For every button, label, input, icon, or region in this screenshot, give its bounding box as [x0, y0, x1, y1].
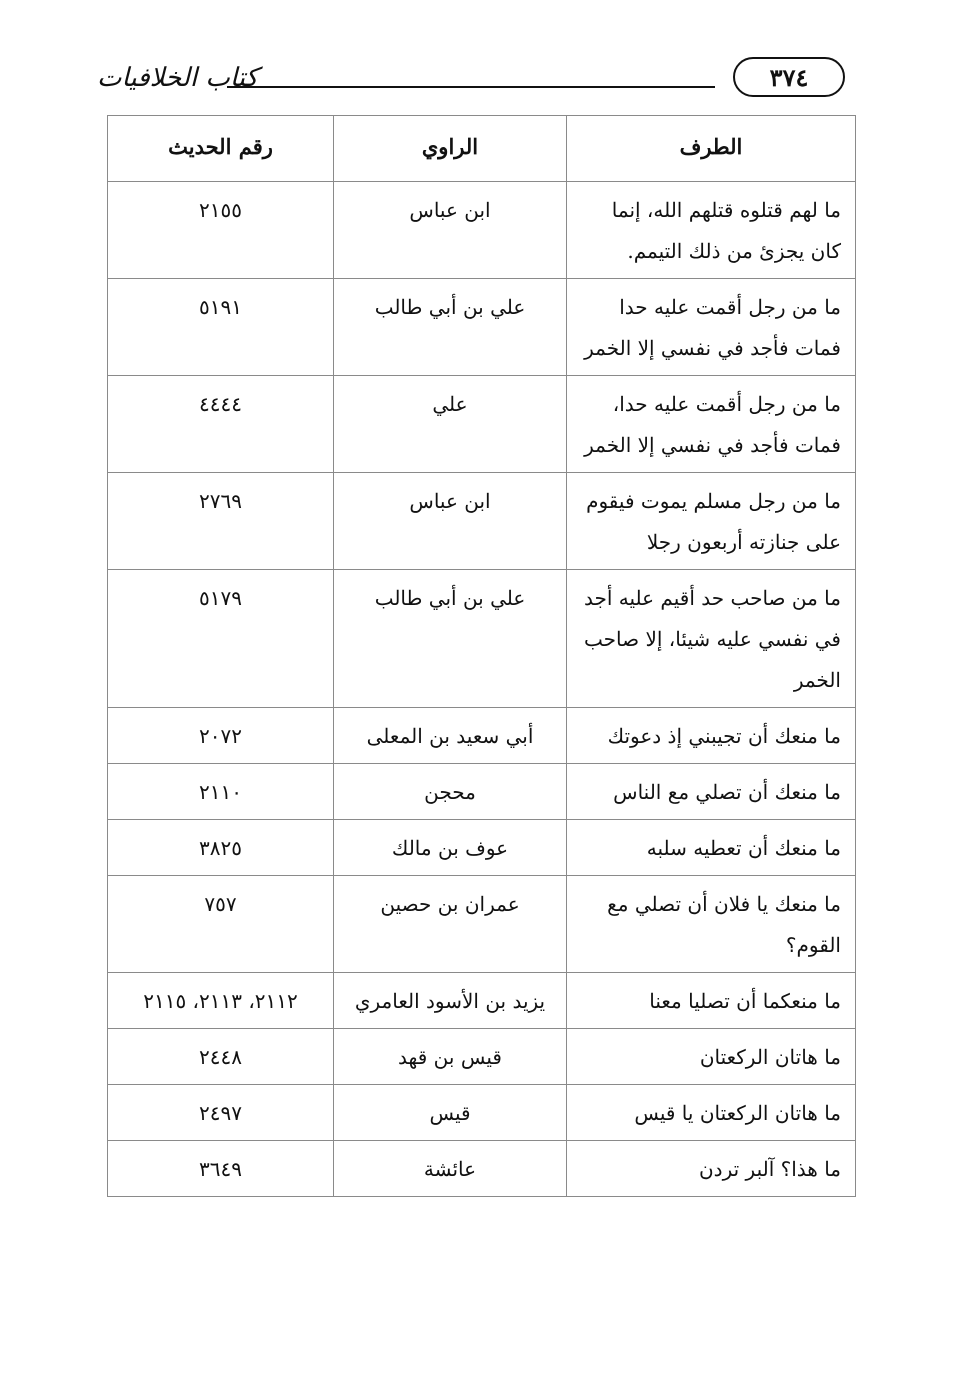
table-row [108, 973, 856, 1029]
cell-taraf: ما هاتان الركعتان يا قيس [567, 1085, 856, 1141]
cell-rawi: ابن عباس [334, 182, 567, 279]
cell-hadith-number: ٤٤٤٤ [108, 376, 334, 473]
cell-hadith-number: ٢١١٢، ٢١١٣، ٢١١٥ [108, 973, 334, 1029]
table-row [108, 1085, 856, 1141]
cell-taraf: ما من رجل مسلم يموت فيقوم على جنازته أربعون رجلا [567, 473, 856, 570]
cell-taraf: ما منعك يا فلان أن تصلي مع القوم؟ [567, 876, 856, 973]
cell-hadith-number: ٥١٩١ [108, 279, 334, 376]
page-number: ٣٧٤ [733, 57, 845, 97]
cell-hadith-number: ٣٨٢٥ [108, 820, 334, 876]
column-header-hadith-number: رقم الحديث [108, 116, 334, 182]
table-row [108, 876, 856, 973]
cell-taraf: ما هذا؟ آلبر تردن [567, 1141, 856, 1197]
table-row [108, 1029, 856, 1085]
cell-taraf: ما لهم قتلوه قتلهم الله، إنما كان يجزئ من ذلك التيمم. [567, 182, 856, 279]
cell-rawi: عوف بن مالك [334, 820, 567, 876]
cell-rawi: محجن [334, 764, 567, 820]
cell-hadith-number: ٥١٧٩ [108, 570, 334, 708]
cell-rawi: عائشة [334, 1141, 567, 1197]
cell-hadith-number: ٢١١٠ [108, 764, 334, 820]
table-row [108, 473, 856, 570]
cell-hadith-number: ٢١٥٥ [108, 182, 334, 279]
hadith-index-table [107, 115, 856, 1197]
hadith-index-table-wrap [107, 115, 841, 1197]
cell-taraf: ما منعكما أن تصليا معنا [567, 973, 856, 1029]
cell-hadith-number: ٢٧٦٩ [108, 473, 334, 570]
cell-rawi: ابن عباس [334, 473, 567, 570]
table-body [108, 182, 856, 1197]
cell-taraf: ما هاتان الركعتان [567, 1029, 856, 1085]
cell-taraf: ما من رجل أقمت عليه حدا فمات فأجد في نفسي إلا الخمر [567, 279, 856, 376]
cell-rawi: يزيد بن الأسود العامري [334, 973, 567, 1029]
table-header-row [108, 116, 856, 182]
cell-rawi: قيس [334, 1085, 567, 1141]
column-header-rawi: الراوي [334, 116, 567, 182]
header-rule [227, 86, 715, 88]
table-row [108, 182, 856, 279]
cell-hadith-number: ٧٥٧ [108, 876, 334, 973]
cell-taraf: ما منعك أن تصلي مع الناس [567, 764, 856, 820]
cell-hadith-number: ٢٤٩٧ [108, 1085, 334, 1141]
cell-taraf: ما من رجل أقمت عليه حدا، فمات فأجد في نفسي إلا الخمر [567, 376, 856, 473]
page-header [95, 55, 845, 103]
cell-rawi: علي بن أبي طالب [334, 570, 567, 708]
cell-rawi: قيس بن قهد [334, 1029, 567, 1085]
cell-rawi: علي بن أبي طالب [334, 279, 567, 376]
cell-hadith-number: ٢٤٤٨ [108, 1029, 334, 1085]
cell-hadith-number: ٢٠٧٢ [108, 708, 334, 764]
table-row [108, 279, 856, 376]
table-row [108, 708, 856, 764]
cell-rawi: عمران بن حصين [334, 876, 567, 973]
cell-rawi: أبي سعيد بن المعلى [334, 708, 567, 764]
book-title: كتاب الخلافيات [97, 63, 259, 93]
table-row [108, 820, 856, 876]
table-row [108, 764, 856, 820]
cell-taraf: ما منعك أن تعطيه سلبه [567, 820, 856, 876]
column-header-taraf: الطرف [567, 116, 856, 182]
cell-rawi: علي [334, 376, 567, 473]
table-row [108, 1141, 856, 1197]
table-row [108, 376, 856, 473]
cell-taraf: ما من صاحب حد أقيم عليه أجد في نفسي عليه شيئا، إلا صاحب الخمر [567, 570, 856, 708]
cell-taraf: ما منعك أن تجيبني إذ دعوتك [567, 708, 856, 764]
cell-hadith-number: ٣٦٤٩ [108, 1141, 334, 1197]
table-row [108, 570, 856, 708]
